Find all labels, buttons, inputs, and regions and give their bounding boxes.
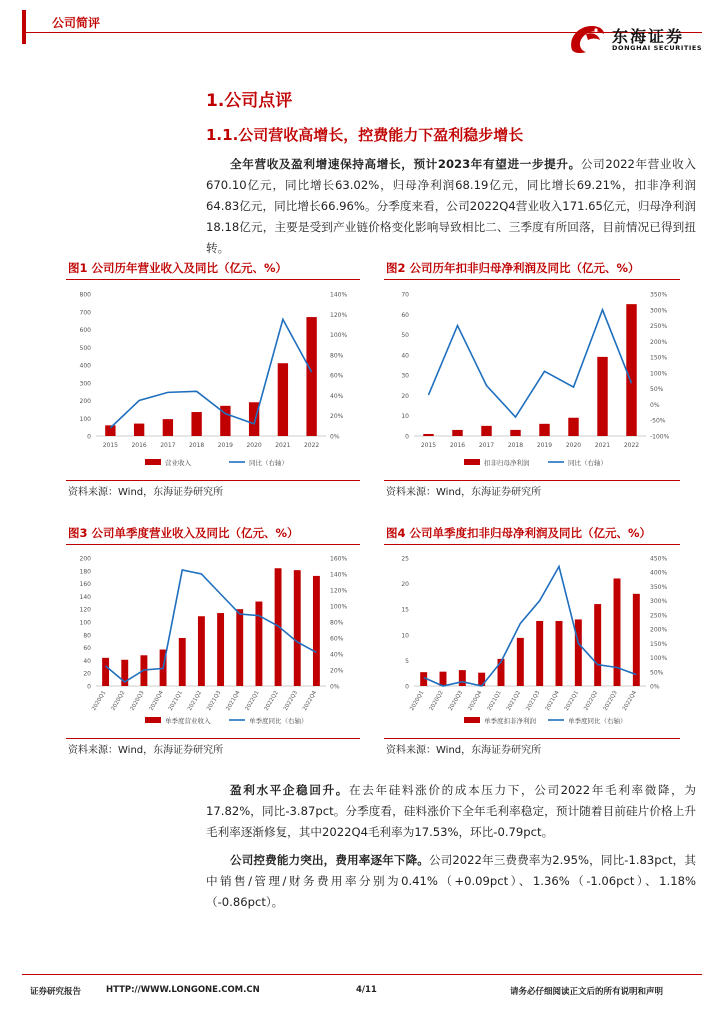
bar (536, 621, 543, 686)
x-axis-tick-label: 2020Q2 (428, 690, 445, 712)
legend-line-label: 同比（右轴） (568, 459, 607, 467)
y2-axis-tick-label: 0% (650, 401, 660, 409)
figure-3-chart (66, 548, 360, 738)
figure-4-title-rule (384, 544, 680, 545)
x-axis-tick-label: 2021Q4 (544, 690, 561, 712)
y-axis-tick-label: 200 (79, 398, 91, 405)
figure-3-source: 资料来源：Wind，东海证券研究所 (68, 745, 224, 756)
x-axis-tick-label: 2017 (160, 442, 176, 449)
y2-axis-tick-label: 150% (650, 640, 668, 648)
y2-axis-tick-label: 20% (330, 667, 344, 675)
figure-4-source-rule (384, 738, 680, 739)
y2-axis-tick-label: 100% (650, 370, 668, 378)
legend-bar-swatch (464, 717, 480, 723)
x-axis-tick-label: 2021Q2 (187, 690, 204, 712)
bar (459, 670, 466, 686)
y-axis-tick-label: 80 (83, 632, 91, 640)
bar (633, 594, 640, 686)
y-axis-tick-label: 5 (405, 657, 409, 665)
y2-axis-tick-label: 140% (330, 291, 348, 299)
x-axis-tick-label: 2022Q2 (263, 690, 280, 712)
legend-line-label: 单季度同比（右轴） (249, 717, 308, 725)
y2-axis-tick-label: -50% (650, 417, 666, 425)
figure-4-source: 资料来源：Wind，东海证券研究所 (386, 745, 542, 756)
figure-1-title-rule (66, 279, 360, 280)
figure-2-chart (384, 284, 680, 480)
y2-axis-tick-label: 450% (650, 555, 668, 563)
figure-1-source: 资料来源：Wind，东海证券研究所 (68, 487, 224, 498)
x-axis-tick-label: 2015 (102, 442, 119, 449)
footer-website-link[interactable]: HTTP://WWW.LONGONE.COM.CN (106, 985, 260, 995)
footer-disclaimer: 请务必仔细阅读正文后的所有说明和声明 (510, 987, 664, 997)
y2-axis-tick-label: 150% (650, 354, 668, 362)
header-accent-bar (22, 10, 26, 44)
y-axis-tick-label: 700 (79, 309, 91, 317)
y-axis-tick-label: 0 (87, 433, 91, 441)
x-axis-tick-label: 2020Q1 (409, 690, 426, 712)
y-axis-tick-label: 140 (79, 593, 91, 601)
paragraph-expense (206, 850, 696, 913)
y2-axis-tick-label: 60% (330, 372, 344, 380)
y-axis-tick-label: 400 (79, 362, 91, 370)
x-axis-tick-label: 2022 (303, 442, 320, 449)
x-axis-tick-label: 2020Q2 (110, 690, 127, 712)
y2-axis-tick-label: 0% (650, 683, 660, 691)
y2-axis-tick-label: 300% (650, 307, 668, 315)
x-axis-tick-label: 2022Q1 (563, 690, 581, 712)
y2-axis-tick-label: 50% (650, 669, 664, 677)
bar (597, 357, 607, 436)
bar (179, 638, 186, 686)
bar (568, 418, 578, 436)
logo-chinese-name: 东海证券 (612, 27, 685, 46)
y2-axis-tick-label: 100% (650, 655, 668, 663)
figure-1-source-rule (66, 480, 360, 481)
y-axis-tick-label: 100 (79, 415, 91, 423)
footer-report-type: 证券研究报告 (30, 987, 82, 997)
y2-axis-tick-label: 140% (330, 571, 348, 579)
legend-bar-label: 营业收入 (165, 459, 191, 467)
figure-4-title: 图4 公司单季度扣非归母净利润及同比（亿元、%） (386, 526, 652, 540)
y2-axis-tick-label: 120% (330, 587, 348, 595)
y2-axis-tick-label: 120% (330, 311, 348, 319)
y-axis-tick-label: 500 (79, 344, 91, 352)
x-axis-tick-label: 2020Q4 (467, 690, 484, 712)
y2-axis-tick-label: 80% (330, 619, 344, 627)
x-axis-tick-label: 2022Q2 (583, 690, 600, 712)
paragraph-margin-lead: 盈利水平企稳回升。 (230, 783, 350, 797)
x-axis-tick-label: 2020 (565, 442, 582, 449)
bar (452, 430, 462, 436)
y2-axis-tick-label: 100% (330, 603, 348, 611)
bar (278, 363, 288, 436)
footer-divider (22, 974, 702, 975)
x-axis-tick-label: 2017 (478, 442, 495, 449)
figure-2-source-rule (384, 480, 680, 481)
bar (626, 304, 636, 436)
subsection-title: 1.1.公司营收高增长，控费能力下盈利稳步增长 (206, 126, 524, 144)
bar (191, 412, 201, 436)
x-axis-tick-label: 2021Q4 (225, 690, 242, 712)
bar (614, 578, 621, 686)
paragraph-margin-body: 在去年硅料涨价的成本压力下，公司2022年毛利率微降，为17.82%，同比-3.87pct。分季度看，硅料涨价下全年毛利率稳定，预计随着目前硅片价格上升毛利率逐渐修复，其中2022Q4毛利率为17.53%，环比-0.79pct。 (206, 783, 696, 839)
x-axis-tick-label: 2018 (188, 442, 205, 449)
x-axis-tick-label: 2021Q2 (505, 690, 523, 712)
bar (539, 424, 549, 436)
y2-axis-tick-label: -100% (650, 433, 670, 441)
y2-axis-tick-label: 0% (330, 433, 340, 441)
bar (510, 430, 520, 436)
y-axis-tick-label: 100 (79, 619, 91, 627)
y-axis-tick-label: 40 (401, 352, 409, 360)
y-axis-tick-label: 40 (83, 657, 91, 665)
x-axis-tick-label: 2020Q1 (91, 690, 108, 712)
x-axis-tick-label: 2016 (449, 442, 466, 449)
bar (517, 638, 524, 686)
logo-english-name: DONGHAI SECURITIES (612, 44, 703, 52)
y-axis-tick-label: 60 (401, 311, 409, 319)
company-logo (566, 20, 706, 60)
x-axis-tick-label: 2021Q1 (486, 690, 503, 712)
legend-bar-label: 单季度营业收入 (165, 717, 211, 725)
yoy-line (106, 570, 317, 682)
paragraph-revenue (206, 154, 696, 259)
x-axis-tick-label: 2020Q3 (129, 690, 146, 712)
bar (481, 426, 491, 436)
y2-axis-tick-label: 40% (330, 651, 344, 659)
y-axis-tick-label: 30 (401, 372, 409, 380)
y2-axis-tick-label: 250% (650, 323, 668, 331)
x-axis-tick-label: 2015 (420, 442, 437, 449)
x-axis-tick-label: 2022Q3 (602, 690, 619, 712)
x-axis-tick-label: 2021Q1 (167, 690, 184, 712)
y2-axis-tick-label: 350% (650, 583, 668, 591)
y-axis-tick-label: 300 (79, 380, 91, 388)
legend-line-label: 单季度同比（右轴） (568, 717, 627, 725)
x-axis-tick-label: 2022 (623, 442, 640, 449)
bar (594, 604, 601, 686)
y2-axis-tick-label: 60% (330, 635, 344, 643)
legend-bar-swatch (145, 459, 161, 465)
y-axis-tick-label: 20 (401, 392, 409, 400)
x-axis-tick-label: 2022Q1 (244, 690, 261, 712)
footer-page-number: 4/11 (356, 985, 377, 995)
x-axis-tick-label: 2022Q4 (621, 690, 639, 712)
y2-axis-tick-label: 50% (650, 386, 664, 394)
y2-axis-tick-label: 0% (330, 683, 340, 691)
header-tag: 公司简评 (52, 16, 101, 30)
y2-axis-tick-label: 20% (330, 413, 344, 421)
figure-2-title: 图2 公司历年扣非归母净利润及同比（亿元、%） (386, 261, 640, 275)
x-axis-tick-label: 2020 (246, 442, 262, 449)
y-axis-tick-label: 200 (79, 555, 91, 563)
bar (163, 419, 173, 436)
bar (313, 576, 320, 686)
x-axis-tick-label: 2020Q3 (447, 690, 465, 712)
x-axis-tick-label: 2021 (275, 442, 291, 449)
x-axis-tick-label: 2022Q3 (282, 690, 299, 712)
y-axis-tick-label: 0 (405, 683, 409, 691)
bar (556, 621, 563, 686)
figure-1-chart (66, 284, 360, 480)
x-axis-tick-label: 2021Q3 (206, 690, 223, 712)
bar (423, 434, 433, 436)
y-axis-tick-label: 160 (79, 581, 91, 589)
y2-axis-tick-label: 200% (650, 626, 668, 634)
y-axis-tick-label: 20 (83, 670, 91, 678)
y-axis-tick-label: 0 (405, 433, 409, 441)
paragraph-margin (206, 780, 696, 843)
y-axis-tick-label: 10 (401, 413, 409, 421)
bar (102, 658, 109, 686)
y2-axis-tick-label: 200% (650, 338, 668, 346)
y2-axis-tick-label: 160% (330, 555, 348, 563)
legend-line-label: 同比（右轴） (249, 459, 288, 467)
y-axis-tick-label: 0 (87, 683, 91, 691)
y-axis-tick-label: 800 (79, 291, 91, 299)
y2-axis-tick-label: 250% (650, 612, 668, 620)
y-axis-tick-label: 600 (79, 327, 91, 334)
y-axis-tick-label: 180 (79, 568, 91, 576)
x-axis-tick-label: 2020Q4 (148, 690, 165, 712)
y-axis-tick-label: 120 (79, 606, 91, 614)
y-axis-tick-label: 10 (401, 632, 409, 640)
y-axis-tick-label: 25 (401, 555, 409, 563)
figure-3-source-rule (66, 738, 360, 739)
bar (198, 616, 205, 686)
legend-bar-swatch (464, 459, 480, 465)
section-title: 1.公司点评 (206, 91, 293, 111)
dragon-logo-icon (566, 20, 608, 60)
figure-3-title: 图3 公司单季度营业收入及同比（亿元、%） (68, 526, 299, 540)
figure-4-chart (384, 548, 680, 738)
y-axis-tick-label: 70 (401, 291, 409, 299)
bar (134, 424, 144, 436)
x-axis-tick-label: 2019 (217, 442, 234, 449)
paragraph-revenue-body: 公司2022年营业收入670.10亿元，同比增长63.02%，归母净利润68.19亿元，同比增长69.21%，扣非净利润64.83亿元，同比增长66.96%。分季度来看，公司2022Q4营业收入171.65亿元，归母净利润18.18亿元，主要是受到产业链价格变化影响导致相比二、三季度有所回落，目前情况已得到扭转。 (206, 157, 696, 255)
y2-axis-tick-label: 100% (330, 332, 348, 340)
bar (249, 402, 259, 436)
bar (294, 570, 301, 686)
legend-bar-label: 单季度扣非净利润 (484, 717, 536, 725)
y-axis-tick-label: 20 (401, 581, 409, 589)
figure-1-title: 图1 公司历年营业收入及同比（亿元、%） (68, 261, 288, 275)
paragraph-revenue-lead: 全年营收及盈利增速保持高增长，预计2023年有望进一步提升。 (230, 157, 581, 171)
y2-axis-tick-label: 300% (650, 598, 668, 606)
x-axis-tick-label: 2021Q3 (525, 690, 542, 712)
y2-axis-tick-label: 350% (650, 291, 668, 299)
y-axis-tick-label: 60 (83, 645, 91, 653)
legend-bar-label: 扣非归母净利润 (484, 459, 530, 467)
y-axis-tick-label: 15 (401, 606, 409, 614)
x-axis-tick-label: 2016 (131, 442, 147, 449)
bar (255, 602, 262, 686)
yoy-line (424, 567, 637, 686)
legend-bar-swatch (145, 717, 161, 723)
figure-2-source: 资料来源：Wind，东海证券研究所 (386, 487, 542, 498)
paragraph-expense-lead: 公司控费能力突出，费用率逐年下降。 (230, 853, 429, 867)
figure-3-title-rule (66, 544, 360, 545)
bar (217, 613, 224, 686)
bar (236, 609, 243, 686)
y2-axis-tick-label: 40% (330, 392, 344, 400)
y-axis-tick-label: 50 (401, 332, 409, 340)
figure-2-title-rule (384, 279, 680, 280)
x-axis-tick-label: 2021 (594, 442, 611, 449)
x-axis-tick-label: 2022Q4 (302, 690, 319, 712)
x-axis-tick-label: 2019 (536, 442, 553, 449)
y2-axis-tick-label: 400% (650, 569, 668, 577)
bar (306, 317, 316, 436)
y2-axis-tick-label: 80% (330, 352, 344, 360)
bar (440, 672, 447, 686)
paragraph-expense-body: 公司2022年三费费率为2.95%，同比-1.83pct，其中销售/管理/财务费用率分别为0.41%（+0.09pct）、1.36%（-1.06pct）、1.18%（-0.86pct）。 (206, 853, 696, 909)
x-axis-tick-label: 2018 (507, 442, 524, 449)
bar (575, 619, 582, 686)
